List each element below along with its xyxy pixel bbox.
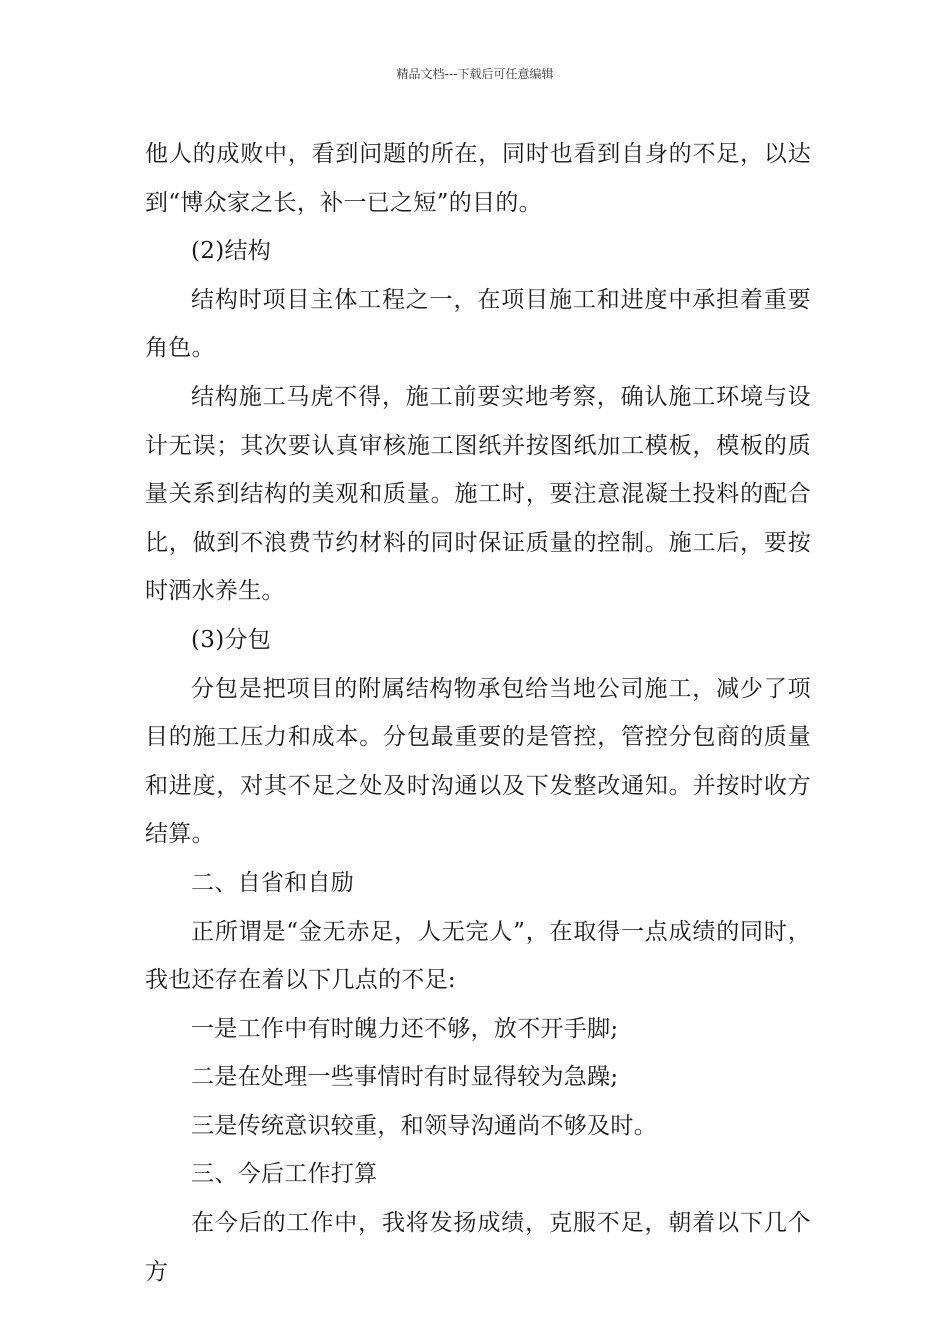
page-header: 精品文档---下载后可任意编辑 xyxy=(396,67,554,81)
section-heading-self-reflection: 二、自省和自励 xyxy=(191,869,355,896)
paragraph-subcontract: 分包是把项目的附属结构物承包给当地公司施工，减少了项目的施工压力和成本。分包最重要的是管控，管控分包商的质量和进度，对其不足之处及时沟通以及下发整改通知。并按时收方结算。 xyxy=(145,675,811,848)
shortcoming-item-1: 一是工作中有时魄力还不够，放不开手脚; xyxy=(191,1015,619,1042)
paragraph-structure-role: 结构时项目主体工程之一，在项目施工和进度中承担着重要角色。 xyxy=(145,286,811,362)
paragraph-continuation: 他人的成败中，看到问题的所在，同时也看到自身的不足，以达到“博众家之长，补一已之短”的目的。 xyxy=(145,141,811,216)
paragraph-future-plans: 在今后的工作中，我将发扬成绩，克服不足，朝着以下几个方 xyxy=(145,1210,811,1285)
section-heading-future-plans: 三、今后工作打算 xyxy=(191,1161,378,1188)
paragraph-structure-construction: 结构施工马虎不得，施工前要实地考察，确认施工环境与设计无误；其次要认真审核施工图纸并按图纸加工模板，模板的质量关系到结构的美观和质量。施工时，要注意混凝土投料的配合比，做到不浪费节约材料的同时保证质量的控制。施工后，要按时洒水养生。 xyxy=(145,383,811,605)
paragraph-shortcomings-intro: 正所谓是“金无赤足，人无完人”，在取得一点成绩的同时，我也还存在着以下几点的不足: xyxy=(145,918,811,994)
shortcoming-item-2: 二是在处理一些事情时有时显得较为急躁; xyxy=(191,1064,619,1091)
shortcoming-item-3: 三是传统意识较重，和领导沟通尚不够及时。 xyxy=(191,1112,657,1139)
subheading-structure: (2)结构 xyxy=(191,238,272,265)
document-body xyxy=(145,130,811,1296)
subheading-subcontract: (3)分包 xyxy=(191,626,272,653)
